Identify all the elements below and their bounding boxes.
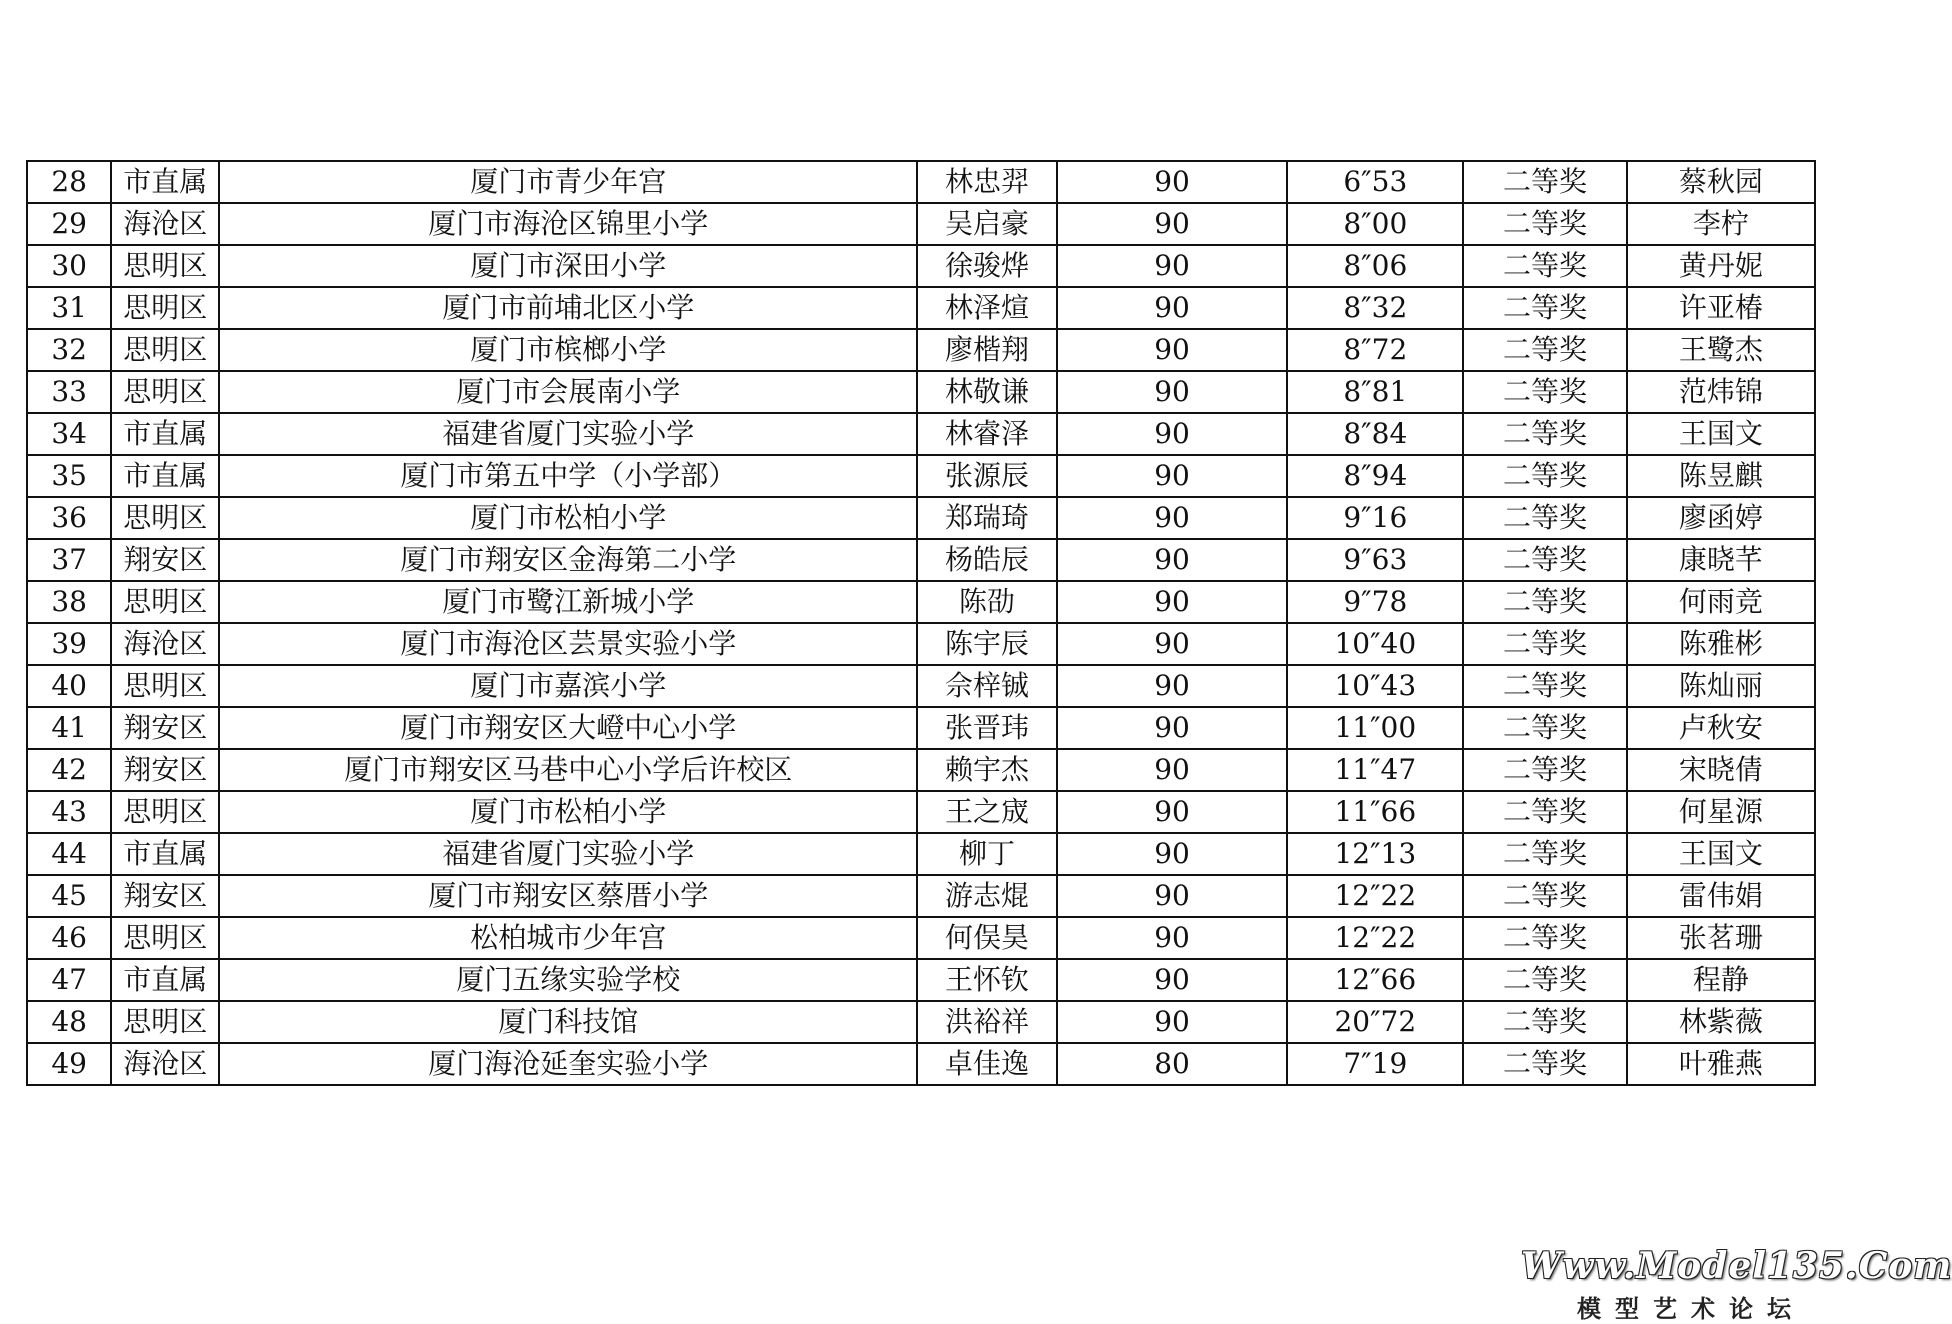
score-cell: 90 xyxy=(1057,413,1288,455)
time-cell: 8″94 xyxy=(1287,455,1463,497)
time-cell: 12″66 xyxy=(1287,959,1463,1001)
score-cell: 90 xyxy=(1057,959,1288,1001)
table-row xyxy=(27,581,1815,623)
school-cell: 厦门市翔安区金海第二小学 xyxy=(219,539,917,581)
award-cell: 二等奖 xyxy=(1463,203,1627,245)
district-cell: 翔安区 xyxy=(111,749,219,791)
table-row xyxy=(27,707,1815,749)
award-cell: 二等奖 xyxy=(1463,329,1627,371)
school-cell: 厦门市嘉滨小学 xyxy=(219,665,917,707)
teacher-cell: 张茗珊 xyxy=(1627,917,1815,959)
table-row xyxy=(27,329,1815,371)
student-cell: 柳丁 xyxy=(917,833,1056,875)
row-number-cell: 33 xyxy=(27,371,111,413)
time-cell: 8″81 xyxy=(1287,371,1463,413)
results-table xyxy=(26,160,1816,1086)
teacher-cell: 王国文 xyxy=(1627,833,1815,875)
school-cell: 厦门五缘实验学校 xyxy=(219,959,917,1001)
school-cell: 厦门市青少年宫 xyxy=(219,161,917,203)
row-number-cell: 37 xyxy=(27,539,111,581)
row-number-cell: 29 xyxy=(27,203,111,245)
row-number-cell: 39 xyxy=(27,623,111,665)
student-cell: 陈劭 xyxy=(917,581,1056,623)
award-cell: 二等奖 xyxy=(1463,665,1627,707)
score-cell: 90 xyxy=(1057,875,1288,917)
table-row xyxy=(27,791,1815,833)
time-cell: 9″16 xyxy=(1287,497,1463,539)
student-cell: 游志焜 xyxy=(917,875,1056,917)
student-cell: 洪裕祥 xyxy=(917,1001,1056,1043)
score-cell: 90 xyxy=(1057,539,1288,581)
table-row xyxy=(27,1043,1815,1085)
student-cell: 吴启豪 xyxy=(917,203,1056,245)
district-cell: 海沧区 xyxy=(111,1043,219,1085)
school-cell: 福建省厦门实验小学 xyxy=(219,833,917,875)
table-row xyxy=(27,833,1815,875)
score-cell: 90 xyxy=(1057,161,1288,203)
award-cell: 二等奖 xyxy=(1463,581,1627,623)
district-cell: 思明区 xyxy=(111,665,219,707)
teacher-cell: 雷伟娟 xyxy=(1627,875,1815,917)
school-cell: 厦门市槟榔小学 xyxy=(219,329,917,371)
school-cell: 松柏城市少年宫 xyxy=(219,917,917,959)
student-cell: 徐骏烨 xyxy=(917,245,1056,287)
school-cell: 厦门市翔安区马巷中心小学后许校区 xyxy=(219,749,917,791)
row-number-cell: 47 xyxy=(27,959,111,1001)
teacher-cell: 蔡秋园 xyxy=(1627,161,1815,203)
score-cell: 90 xyxy=(1057,371,1288,413)
school-cell: 厦门市前埔北区小学 xyxy=(219,287,917,329)
time-cell: 12″22 xyxy=(1287,875,1463,917)
school-cell: 厦门市海沧区芸景实验小学 xyxy=(219,623,917,665)
row-number-cell: 42 xyxy=(27,749,111,791)
row-number-cell: 41 xyxy=(27,707,111,749)
student-cell: 王怀钦 xyxy=(917,959,1056,1001)
table-row xyxy=(27,1001,1815,1043)
district-cell: 海沧区 xyxy=(111,203,219,245)
district-cell: 思明区 xyxy=(111,1001,219,1043)
table-row xyxy=(27,497,1815,539)
time-cell: 11″66 xyxy=(1287,791,1463,833)
district-cell: 思明区 xyxy=(111,791,219,833)
watermark xyxy=(1521,1245,1952,1324)
row-number-cell: 30 xyxy=(27,245,111,287)
row-number-cell: 49 xyxy=(27,1043,111,1085)
award-cell: 二等奖 xyxy=(1463,497,1627,539)
district-cell: 翔安区 xyxy=(111,707,219,749)
score-cell: 90 xyxy=(1057,287,1288,329)
time-cell: 12″22 xyxy=(1287,917,1463,959)
table-body xyxy=(27,161,1815,1085)
district-cell: 思明区 xyxy=(111,245,219,287)
award-cell: 二等奖 xyxy=(1463,245,1627,287)
score-cell: 90 xyxy=(1057,707,1288,749)
table-row xyxy=(27,371,1815,413)
school-cell: 厦门科技馆 xyxy=(219,1001,917,1043)
teacher-cell: 宋晓倩 xyxy=(1627,749,1815,791)
row-number-cell: 31 xyxy=(27,287,111,329)
teacher-cell: 陈雅彬 xyxy=(1627,623,1815,665)
score-cell: 90 xyxy=(1057,1001,1288,1043)
student-cell: 卓佳逸 xyxy=(917,1043,1056,1085)
district-cell: 思明区 xyxy=(111,917,219,959)
student-cell: 林睿泽 xyxy=(917,413,1056,455)
score-cell: 90 xyxy=(1057,791,1288,833)
award-cell: 二等奖 xyxy=(1463,413,1627,455)
school-cell: 厦门市翔安区蔡厝小学 xyxy=(219,875,917,917)
award-cell: 二等奖 xyxy=(1463,875,1627,917)
student-cell: 张晋玮 xyxy=(917,707,1056,749)
student-cell: 王之宬 xyxy=(917,791,1056,833)
watermark-url: Www.Model135.Com xyxy=(1521,1245,1952,1287)
time-cell: 6″53 xyxy=(1287,161,1463,203)
time-cell: 7″19 xyxy=(1287,1043,1463,1085)
school-cell: 厦门海沧延奎实验小学 xyxy=(219,1043,917,1085)
time-cell: 9″78 xyxy=(1287,581,1463,623)
student-cell: 林忠羿 xyxy=(917,161,1056,203)
student-cell: 张源辰 xyxy=(917,455,1056,497)
teacher-cell: 康晓芊 xyxy=(1627,539,1815,581)
table-row xyxy=(27,665,1815,707)
row-number-cell: 48 xyxy=(27,1001,111,1043)
teacher-cell: 陈昱麒 xyxy=(1627,455,1815,497)
student-cell: 赖宇杰 xyxy=(917,749,1056,791)
row-number-cell: 43 xyxy=(27,791,111,833)
award-cell: 二等奖 xyxy=(1463,1043,1627,1085)
time-cell: 11″00 xyxy=(1287,707,1463,749)
time-cell: 9″63 xyxy=(1287,539,1463,581)
score-cell: 90 xyxy=(1057,749,1288,791)
teacher-cell: 陈灿丽 xyxy=(1627,665,1815,707)
table-row xyxy=(27,917,1815,959)
award-cell: 二等奖 xyxy=(1463,917,1627,959)
time-cell: 10″43 xyxy=(1287,665,1463,707)
student-cell: 何俣昊 xyxy=(917,917,1056,959)
school-cell: 厦门市鹭江新城小学 xyxy=(219,581,917,623)
district-cell: 思明区 xyxy=(111,371,219,413)
district-cell: 市直属 xyxy=(111,455,219,497)
district-cell: 思明区 xyxy=(111,287,219,329)
award-cell: 二等奖 xyxy=(1463,707,1627,749)
watermark-subtitle: 模型艺术论坛 xyxy=(1577,1295,1805,1323)
row-number-cell: 32 xyxy=(27,329,111,371)
school-cell: 厦门市第五中学（小学部） xyxy=(219,455,917,497)
student-cell: 陈宇辰 xyxy=(917,623,1056,665)
table-row xyxy=(27,455,1815,497)
table-row xyxy=(27,203,1815,245)
student-cell: 林敬谦 xyxy=(917,371,1056,413)
teacher-cell: 程静 xyxy=(1627,959,1815,1001)
district-cell: 思明区 xyxy=(111,581,219,623)
time-cell: 8″84 xyxy=(1287,413,1463,455)
district-cell: 市直属 xyxy=(111,959,219,1001)
teacher-cell: 林紫薇 xyxy=(1627,1001,1815,1043)
award-cell: 二等奖 xyxy=(1463,287,1627,329)
score-cell: 90 xyxy=(1057,623,1288,665)
award-cell: 二等奖 xyxy=(1463,749,1627,791)
district-cell: 翔安区 xyxy=(111,875,219,917)
table-row xyxy=(27,749,1815,791)
time-cell: 20″72 xyxy=(1287,1001,1463,1043)
district-cell: 翔安区 xyxy=(111,539,219,581)
award-cell: 二等奖 xyxy=(1463,371,1627,413)
score-cell: 80 xyxy=(1057,1043,1288,1085)
award-cell: 二等奖 xyxy=(1463,455,1627,497)
school-cell: 厦门市松柏小学 xyxy=(219,791,917,833)
time-cell: 11″47 xyxy=(1287,749,1463,791)
school-cell: 厦门市海沧区锦里小学 xyxy=(219,203,917,245)
teacher-cell: 王国文 xyxy=(1627,413,1815,455)
school-cell: 厦门市翔安区大嶝中心小学 xyxy=(219,707,917,749)
table-row xyxy=(27,623,1815,665)
score-cell: 90 xyxy=(1057,581,1288,623)
district-cell: 思明区 xyxy=(111,497,219,539)
table-row xyxy=(27,539,1815,581)
time-cell: 12″13 xyxy=(1287,833,1463,875)
award-cell: 二等奖 xyxy=(1463,161,1627,203)
school-cell: 厦门市会展南小学 xyxy=(219,371,917,413)
row-number-cell: 36 xyxy=(27,497,111,539)
score-cell: 90 xyxy=(1057,833,1288,875)
school-cell: 厦门市松柏小学 xyxy=(219,497,917,539)
district-cell: 市直属 xyxy=(111,413,219,455)
award-cell: 二等奖 xyxy=(1463,1001,1627,1043)
row-number-cell: 35 xyxy=(27,455,111,497)
score-cell: 90 xyxy=(1057,665,1288,707)
award-cell: 二等奖 xyxy=(1463,791,1627,833)
teacher-cell: 黄丹妮 xyxy=(1627,245,1815,287)
student-cell: 廖楷翔 xyxy=(917,329,1056,371)
row-number-cell: 40 xyxy=(27,665,111,707)
time-cell: 8″32 xyxy=(1287,287,1463,329)
row-number-cell: 45 xyxy=(27,875,111,917)
table-row xyxy=(27,287,1815,329)
time-cell: 10″40 xyxy=(1287,623,1463,665)
score-cell: 90 xyxy=(1057,245,1288,287)
student-cell: 林泽煊 xyxy=(917,287,1056,329)
award-cell: 二等奖 xyxy=(1463,539,1627,581)
time-cell: 8″72 xyxy=(1287,329,1463,371)
row-number-cell: 28 xyxy=(27,161,111,203)
score-cell: 90 xyxy=(1057,329,1288,371)
score-cell: 90 xyxy=(1057,203,1288,245)
time-cell: 8″00 xyxy=(1287,203,1463,245)
teacher-cell: 卢秋安 xyxy=(1627,707,1815,749)
teacher-cell: 何星源 xyxy=(1627,791,1815,833)
table-row xyxy=(27,245,1815,287)
award-cell: 二等奖 xyxy=(1463,959,1627,1001)
teacher-cell: 范炜锦 xyxy=(1627,371,1815,413)
table-row xyxy=(27,413,1815,455)
time-cell: 8″06 xyxy=(1287,245,1463,287)
table-row xyxy=(27,875,1815,917)
score-cell: 90 xyxy=(1057,497,1288,539)
district-cell: 市直属 xyxy=(111,833,219,875)
row-number-cell: 34 xyxy=(27,413,111,455)
student-cell: 杨皓辰 xyxy=(917,539,1056,581)
row-number-cell: 44 xyxy=(27,833,111,875)
score-cell: 90 xyxy=(1057,455,1288,497)
teacher-cell: 叶雅燕 xyxy=(1627,1043,1815,1085)
teacher-cell: 李柠 xyxy=(1627,203,1815,245)
row-number-cell: 46 xyxy=(27,917,111,959)
student-cell: 郑瑞琦 xyxy=(917,497,1056,539)
school-cell: 厦门市深田小学 xyxy=(219,245,917,287)
district-cell: 市直属 xyxy=(111,161,219,203)
teacher-cell: 许亚椿 xyxy=(1627,287,1815,329)
row-number-cell: 38 xyxy=(27,581,111,623)
teacher-cell: 廖函婷 xyxy=(1627,497,1815,539)
student-cell: 佘梓铖 xyxy=(917,665,1056,707)
table-row xyxy=(27,959,1815,1001)
district-cell: 思明区 xyxy=(111,329,219,371)
school-cell: 福建省厦门实验小学 xyxy=(219,413,917,455)
table-row xyxy=(27,161,1815,203)
teacher-cell: 何雨竞 xyxy=(1627,581,1815,623)
teacher-cell: 王鹭杰 xyxy=(1627,329,1815,371)
score-cell: 90 xyxy=(1057,917,1288,959)
award-cell: 二等奖 xyxy=(1463,623,1627,665)
district-cell: 海沧区 xyxy=(111,623,219,665)
award-cell: 二等奖 xyxy=(1463,833,1627,875)
